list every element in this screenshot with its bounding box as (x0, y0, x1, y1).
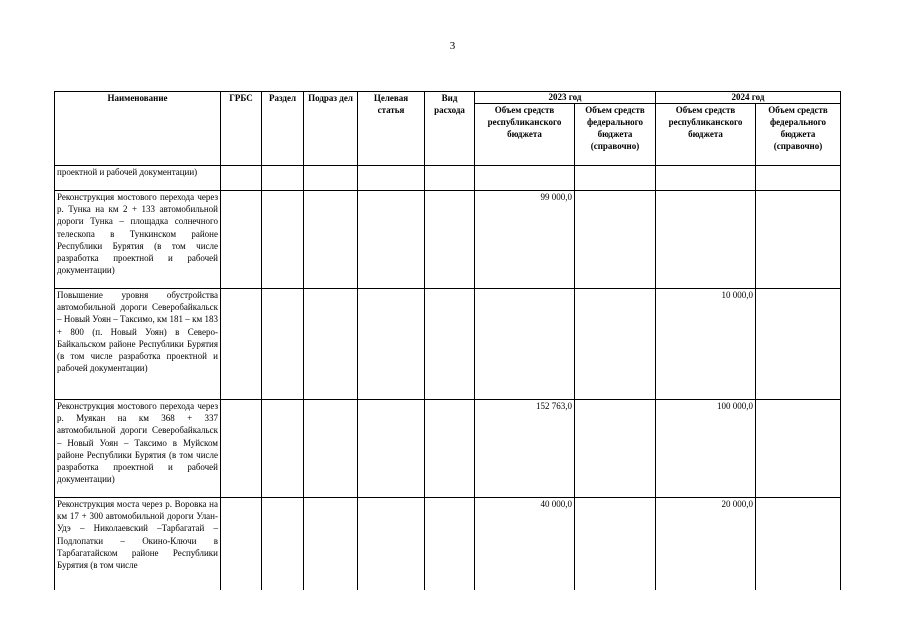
target-cell (358, 289, 425, 400)
podrazdel-cell (304, 191, 358, 289)
col-podrazdel-header: Подраз дел (304, 92, 358, 166)
rep-2023-value: 152 763,0 (475, 400, 575, 498)
rep-budget-2023-header: Объем средств республиканского бюджета (475, 104, 575, 166)
table-row (55, 191, 841, 289)
row-name: Реконструкция мостового перехода через р. Тунка на км 2 + 133 автомобильной дороги Тунка – площадка солнечного телескопа в Тункинском районе Республики Бурятия (в том числе разработка проектной и рабочей документации) (55, 191, 221, 289)
fed-2024-value (756, 400, 841, 498)
vid-cell (425, 400, 475, 498)
target-cell (358, 191, 425, 289)
table-row (55, 498, 841, 591)
rep-2023-value: 99 000,0 (475, 191, 575, 289)
rep-budget-2024-header: Объем средств республиканского бюджета (656, 104, 756, 166)
table-row (55, 166, 841, 191)
target-cell (358, 166, 425, 191)
rep-2024-value (656, 166, 756, 191)
podrazdel-cell (304, 289, 358, 400)
podrazdel-cell (304, 166, 358, 191)
razdel-cell (262, 166, 304, 191)
grbs-cell (221, 400, 262, 498)
podrazdel-cell (304, 400, 358, 498)
fed-2023-value (575, 289, 656, 400)
razdel-cell (262, 191, 304, 289)
vid-cell (425, 498, 475, 591)
col-name-header: Наименование (55, 92, 221, 166)
rep-2023-value (475, 166, 575, 191)
grbs-cell (221, 289, 262, 400)
grbs-cell (221, 166, 262, 191)
vid-cell (425, 191, 475, 289)
rep-2024-value (656, 191, 756, 289)
fed-2023-value (575, 166, 656, 191)
razdel-cell (262, 498, 304, 591)
fed-2023-value (575, 400, 656, 498)
row-name: Реконструкция моста через р. Воровка на км 17 + 300 автомобильной дороги Улан-Удэ – Николаевский –Тарбагатай – Подлопатки – Окино-Ключи в Тарбагатайском районе Республики Бурятия (в том числе (55, 498, 221, 591)
table-row (55, 289, 841, 400)
razdel-cell (262, 289, 304, 400)
row-name: Повышение уровня обустройства автомобильной дороги Северобайкальск – Новый Уоян – Таксимо, км 181 – км 183 + 800 (п. Новый Уоян) в Северо-Байкальском районе Республики Бурятия (в том числе разработка проектной и рабочей документации) (55, 289, 221, 400)
grbs-cell (221, 498, 262, 591)
table-row (55, 400, 841, 498)
fed-2023-value (575, 191, 656, 289)
grbs-cell (221, 191, 262, 289)
fed-2024-value (756, 191, 841, 289)
rep-2024-value: 20 000,0 (656, 498, 756, 591)
budget-table (54, 91, 841, 590)
rep-2023-value (475, 289, 575, 400)
row-name: проектной и рабочей документации) (55, 166, 221, 191)
col-razdel-header: Раздел (262, 92, 304, 166)
razdel-cell (262, 400, 304, 498)
target-cell (358, 498, 425, 591)
target-cell (358, 400, 425, 498)
rep-2024-value: 10 000,0 (656, 289, 756, 400)
fed-2023-value (575, 498, 656, 591)
fed-2024-value (756, 289, 841, 400)
row-name: Реконструкция мостового перехода через р. Муякан на км 368 + 337 автомобильной дороги Северобайкальск – Новый Уоян – Таксимо в Муйском районе Республики Бурятия (в том числе разработка проектной и рабочей документации) (55, 400, 221, 498)
col-grbs-header: ГРБС (221, 92, 262, 166)
page-number: 3 (449, 40, 456, 52)
fed-2024-value (756, 166, 841, 191)
year-2023-header: 2023 год (475, 92, 656, 104)
podrazdel-cell (304, 498, 358, 591)
rep-2024-value: 100 000,0 (656, 400, 756, 498)
vid-cell (425, 166, 475, 191)
year-2024-header: 2024 год (656, 92, 841, 104)
fed-budget-2023-header: Объем средств федерального бюджета (справочно) (575, 104, 656, 166)
col-vid-header: Вид расхода (425, 92, 475, 166)
fed-2024-value (756, 498, 841, 591)
vid-cell (425, 289, 475, 400)
col-target-header: Целевая статья (358, 92, 425, 166)
fed-budget-2024-header: Объем средств федерального бюджета (справочно) (756, 104, 841, 166)
rep-2023-value: 40 000,0 (475, 498, 575, 591)
